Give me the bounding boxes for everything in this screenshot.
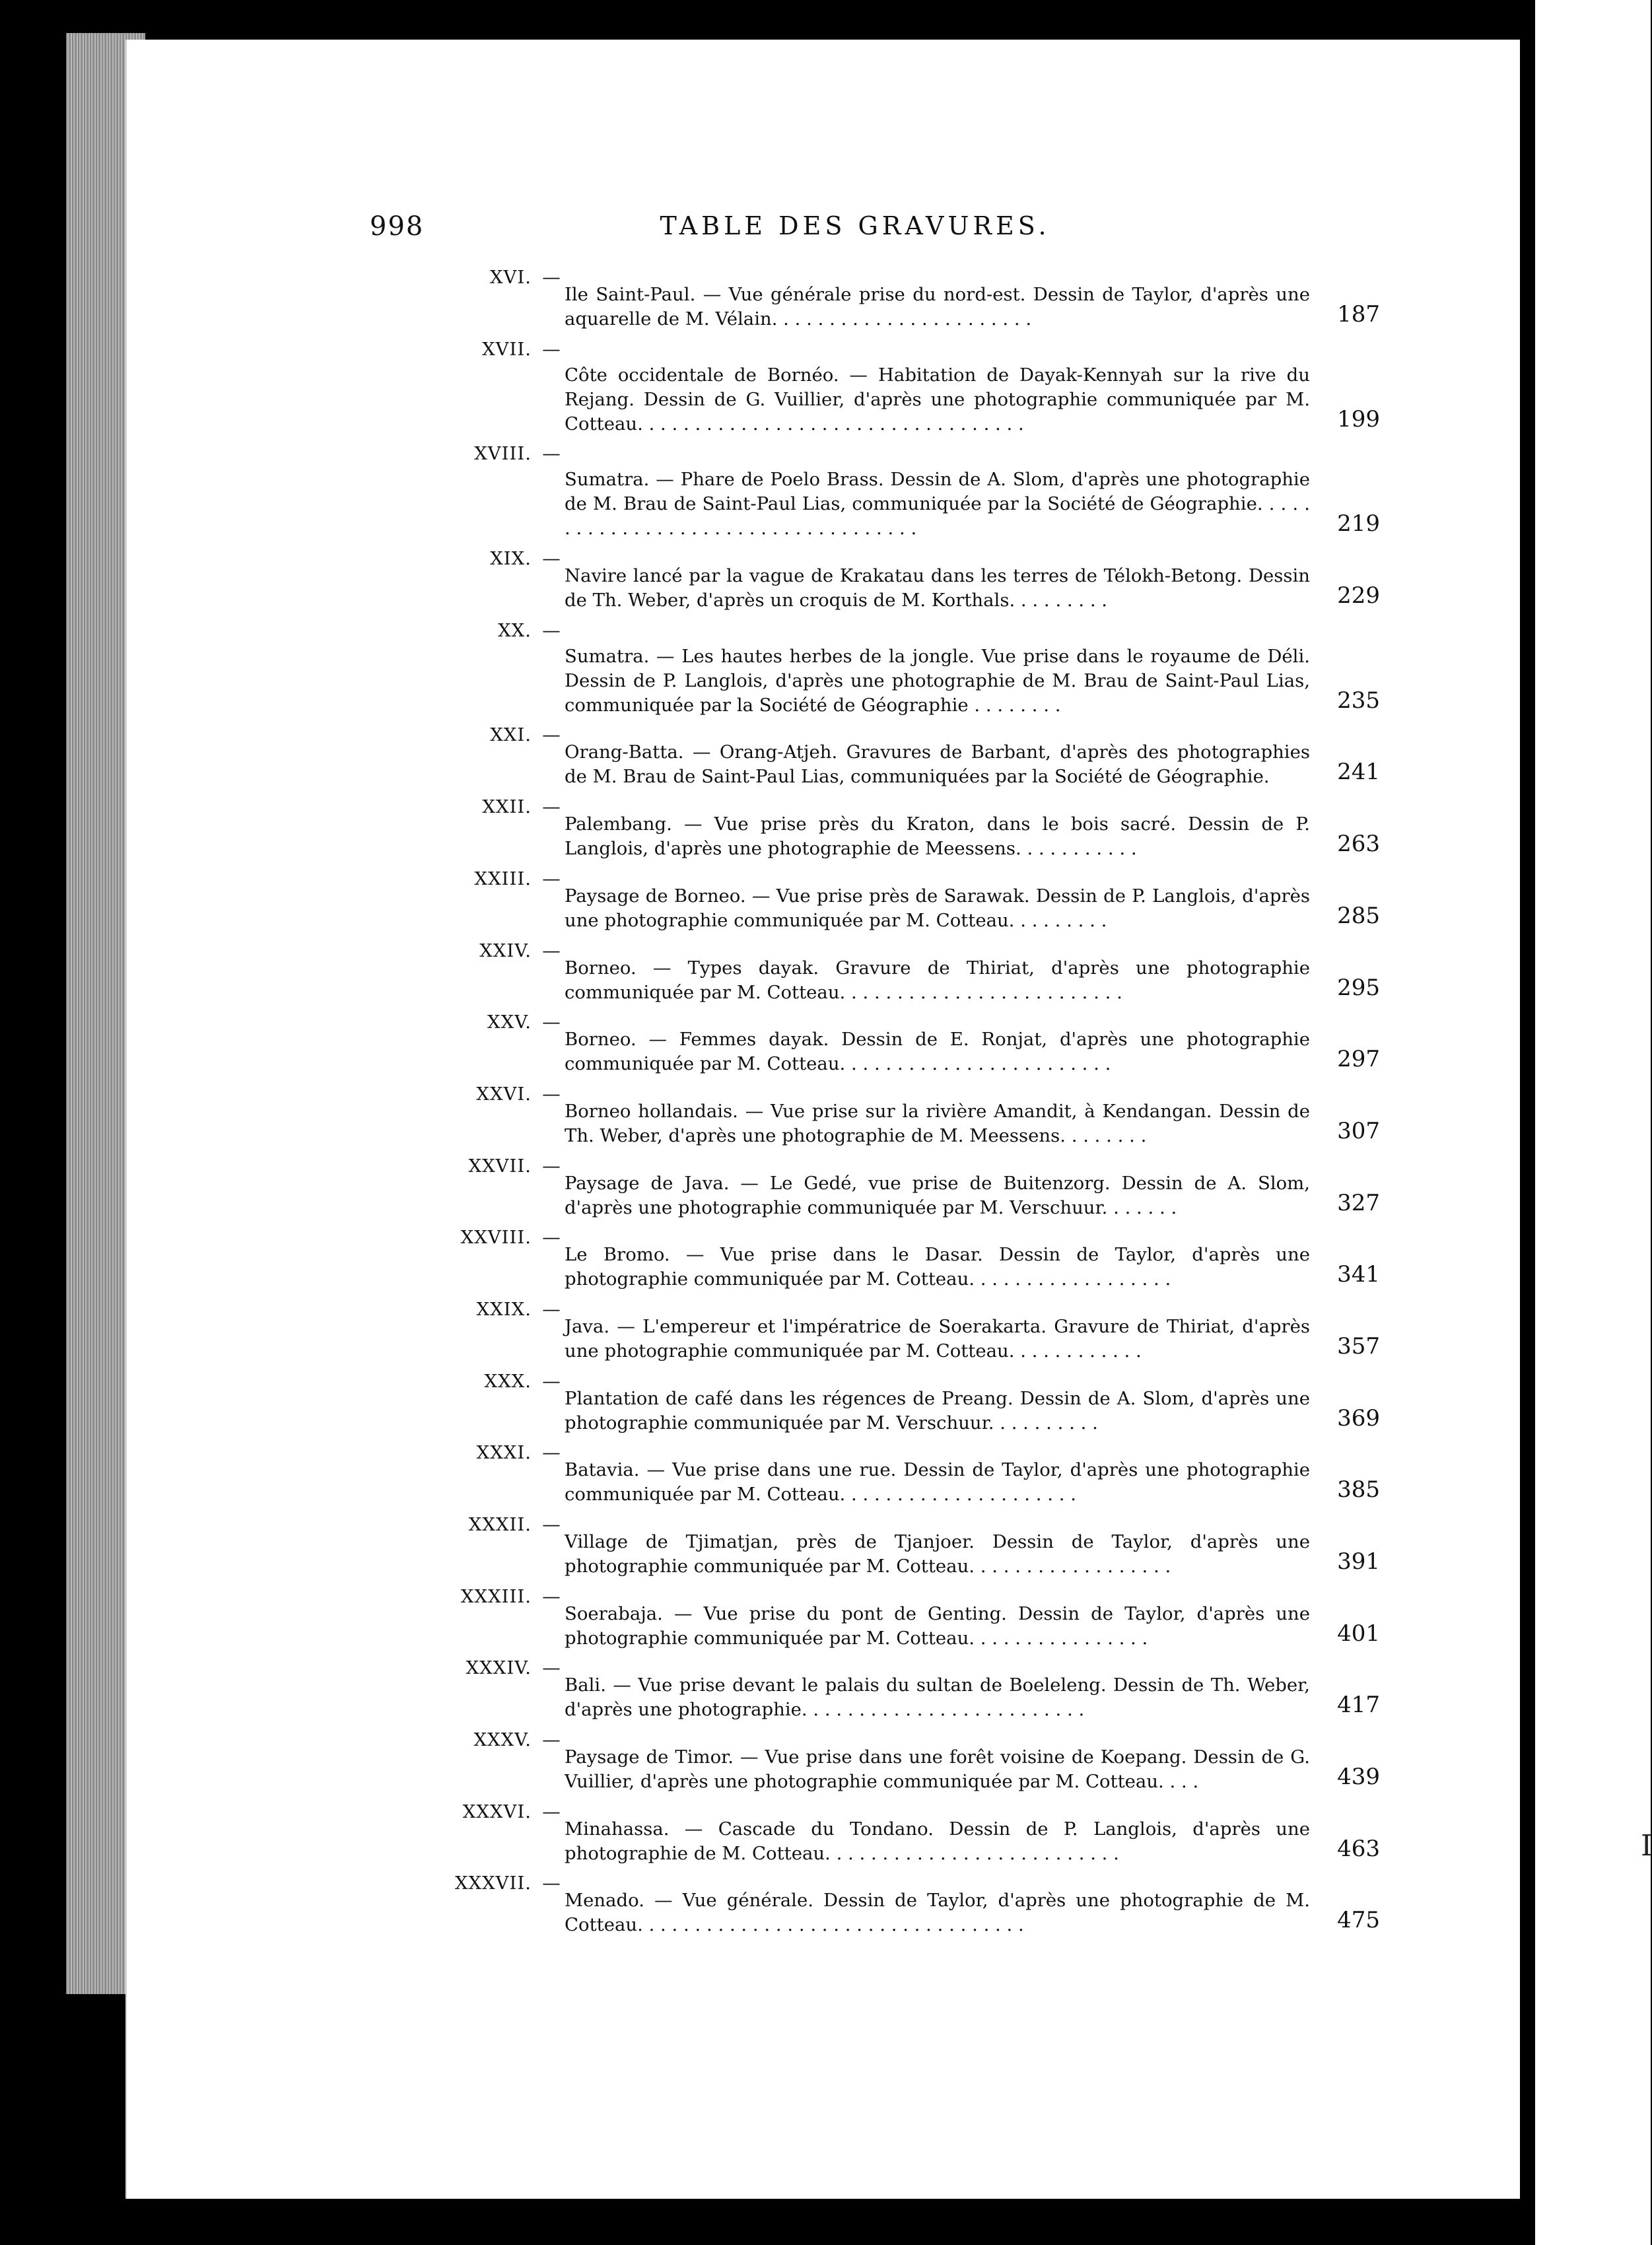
entry-dash: — [542, 1657, 561, 1679]
entry-number: XXVI. [476, 1083, 532, 1105]
entry-number: XXXV. [473, 1729, 532, 1751]
entry-text: Côte occidentale de Bornéo. — Habitation de Dayak-Kennyah sur la rive du Rejang. Dessin de G. Vuillier, d'après une photographie communiquée par M. Cotteau. . . . . . . . . . . . . . . . . . . . . . . . . . . . . . . . . . [565, 364, 1310, 434]
entry-dash: — [542, 1155, 561, 1177]
entry-text: Ile Saint-Paul. — Vue générale prise du nord-est. Dessin de Taylor, d'après une aquarelle de M. Vélain. . . . . . . . . . . . . . . . . . . . . . . [565, 284, 1310, 329]
entry-page-number: 341 [1337, 1261, 1380, 1288]
entry-number: XXII. [482, 796, 532, 818]
entry-page-number: 219 [1337, 510, 1380, 537]
entry-number: XX. [498, 619, 532, 641]
entry-page-number: 295 [1337, 974, 1380, 1001]
entry-dash: — [542, 796, 561, 818]
entry-number: XIX. [490, 548, 532, 570]
entry-text: Plantation de café dans les régences de Preang. Dessin de A. Slom, d'après une photographie communiquée par M. Verschuur. . . . . . . . . . [565, 1387, 1310, 1433]
entry-number: XXIV. [479, 940, 532, 961]
entry-number: XXX. [484, 1370, 532, 1392]
entry-number: XXXII. [468, 1514, 532, 1535]
entry-page-number: 307 [1337, 1117, 1380, 1144]
entry-page-number: 285 [1337, 902, 1380, 929]
entry-number: XXXIII. [460, 1585, 532, 1607]
list-item [423, 1297, 1380, 1364]
entry-text: Borneo hollandais. — Vue prise sur la rivière Amandit, à Kendangan. Dessin de Th. Weber, d'après une photographie de M. Meessens. . . . . . . . [565, 1100, 1310, 1146]
entry-page-number: 369 [1337, 1404, 1380, 1432]
entry-text: Palembang. — Vue prise près du Kraton, dans le bois sacré. Dessin de P. Langlois, d'après une photographie de Meessens. . . . . . . . . . . [565, 813, 1310, 860]
entry-text: Paysage de Borneo. — Vue prise près de Sarawak. Dessin de P. Langlois, d'après une photographie communiquée par M. Cotteau. . . . . . . . . [565, 885, 1310, 931]
entry-page-number: 327 [1337, 1189, 1380, 1216]
page-title: TABLE DES GRAVURES. [660, 211, 1050, 240]
entry-dash: — [542, 267, 561, 288]
entry-page-number: 187 [1337, 301, 1380, 328]
entry-page-number: 297 [1337, 1046, 1380, 1073]
entry-number: XXXIV. [465, 1657, 532, 1679]
entry-page-number: 401 [1337, 1620, 1380, 1647]
engravings-list [423, 265, 1380, 1943]
entry-page-number: 439 [1337, 1764, 1380, 1791]
entry-dash: — [542, 1873, 561, 1894]
entry-dash: — [542, 868, 561, 889]
list-item [423, 1800, 1380, 1866]
entry-text: Sumatra. — Les hautes herbes de la jongle. Vue prise dans le royaume de Déli. Dessin de P. Langlois, d'après une photographie de M. Brau de Saint-Paul Lias, communiquée par la Société de Géographie . . . . . . . . [565, 645, 1310, 716]
entry-dash: — [542, 1442, 561, 1464]
entry-number: XXVIII. [460, 1227, 532, 1249]
list-item [423, 619, 1380, 718]
entry-page-number: 229 [1337, 582, 1380, 609]
entry-dash: — [542, 619, 561, 641]
entry-number: XVIII. [474, 443, 532, 465]
entry-number: XXIII. [474, 868, 532, 889]
facing-page-fragment: I [1641, 1829, 1652, 1863]
entry-dash: — [542, 1729, 561, 1751]
entry-page-number: 263 [1337, 831, 1380, 858]
entry-dash: — [542, 443, 561, 465]
entry-number: XXV. [487, 1012, 532, 1033]
entry-text: Minahassa. — Cascade du Tondano. Dessin de P. Langlois, d'après une photographie de M. Cotteau. . . . . . . . . . . . . . . . . . . . . . . . . . [565, 1818, 1310, 1864]
entry-number: XVII. [482, 338, 532, 360]
entry-dash: — [542, 1227, 561, 1249]
list-item [423, 939, 1380, 1005]
page-header [370, 211, 1340, 251]
list-item [423, 1154, 1380, 1220]
entry-text: Village de Tjimatjan, près de Tjanjoer. Dessin de Taylor, d'après une photographie communiquée par M. Cotteau. . . . . . . . . . . . . . . . . . [565, 1531, 1310, 1577]
entry-dash: — [542, 1083, 561, 1105]
facing-page [1535, 0, 1651, 2245]
entry-dash: — [542, 1012, 561, 1033]
list-item [423, 1513, 1380, 1579]
entry-number: XVI. [489, 267, 532, 288]
entry-text: Menado. — Vue générale. Dessin de Taylor, d'après une photographie de M. Cotteau. . . . . . . . . . . . . . . . . . . . . . . . . . . . . . . . . . [565, 1890, 1310, 1936]
list-item [423, 1226, 1380, 1292]
entry-text: Java. — L'empereur et l'impératrice de Soerakarta. Gravure de Thiriat, d'après une photographie communiquée par M. Cotteau. . . . . . . . . . . . [565, 1315, 1310, 1362]
entry-page-number: 391 [1337, 1548, 1380, 1575]
entry-dash: — [542, 548, 561, 570]
entry-dash: — [542, 1801, 561, 1822]
entry-number: XXXI. [476, 1442, 532, 1464]
entry-number: XXI. [490, 724, 532, 746]
list-item [423, 337, 1380, 436]
list-item [423, 1728, 1380, 1794]
entry-text: Borneo. — Femmes dayak. Dessin de E. Ronjat, d'après une photographie communiquée par M. Cotteau. . . . . . . . . . . . . . . . . . . . . . . . [565, 1029, 1310, 1075]
entry-page-number: 475 [1337, 1907, 1380, 1934]
entry-page-number: 385 [1337, 1476, 1380, 1503]
list-item [423, 1656, 1380, 1722]
entry-number: XXXVI. [462, 1801, 532, 1822]
entry-number: XXVII. [468, 1155, 532, 1177]
entry-text: Paysage de Java. — Le Gedé, vue prise de Buitenzorg. Dessin de A. Slom, d'après une photographie communiquée par M. Verschuur. . . . . . . [565, 1172, 1310, 1218]
entry-dash: — [542, 724, 561, 746]
entry-dash: — [542, 338, 561, 360]
entry-text: Le Bromo. — Vue prise dans le Dasar. Dessin de Taylor, d'après une photographie communiquée par M. Cotteau. . . . . . . . . . . . . . . . . . [565, 1244, 1310, 1290]
entry-text: Paysage de Timor. — Vue prise dans une forêt voisine de Koepang. Dessin de G. Vuillier, d'après une photographie communiquée par M. Cotteau. . . . [565, 1746, 1310, 1793]
entry-number: XXIX. [476, 1298, 532, 1320]
entry-text: Soerabaja. — Vue prise du pont de Genting. Dessin de Taylor, d'après une photographie communiquée par M. Cotteau. . . . . . . . . . . . . . . . [565, 1603, 1310, 1649]
entry-text: Sumatra. — Phare de Poelo Brass. Dessin de A. Slom, d'après une photographie de M. Brau de Saint-Paul Lias, communiquée par la Société de Géographie. . . . . . . . . . . . . . . . . . . . . . . . . . . . . . . . . . . . [565, 469, 1310, 539]
list-item [423, 1082, 1380, 1148]
entry-page-number: 357 [1337, 1332, 1380, 1360]
list-item [423, 795, 1380, 861]
entry-dash: — [542, 1514, 561, 1535]
entry-dash: — [542, 1370, 561, 1392]
list-item [423, 1871, 1380, 1937]
entry-dash: — [542, 940, 561, 961]
list-item [423, 1010, 1380, 1076]
entry-dash: — [542, 1585, 561, 1607]
entry-page-number: 241 [1337, 759, 1380, 786]
entry-text: Bali. — Vue prise devant le palais du sultan de Boeleleng. Dessin de Th. Weber, d'après une photographie. . . . . . . . . . . . . . . . . . . . . . . . . [565, 1675, 1310, 1721]
entry-number: XXXVII. [454, 1873, 532, 1894]
entry-text: Batavia. — Vue prise dans une rue. Dessin de Taylor, d'après une photographie communiquée par M. Cotteau. . . . . . . . . . . . . . . . . . . . . [565, 1459, 1310, 1505]
entry-dash: — [542, 1298, 561, 1320]
list-item [423, 1369, 1380, 1435]
list-item [423, 1441, 1380, 1507]
list-item [423, 723, 1380, 789]
entry-text: Orang-Batta. — Orang-Atjeh. Gravures de Barbant, d'après des photographies de M. Brau de Saint-Paul Lias, communiquées par la Société de Géographie. [565, 742, 1310, 788]
entry-text: Navire lancé par la vague de Krakatau dans les terres de Télokh-Betong. Dessin de Th. Weber, d'après un croquis de M. Korthals. . . . . . . . . [565, 565, 1310, 611]
list-item [423, 442, 1380, 541]
page-number: 998 [370, 211, 425, 242]
entry-page-number: 417 [1337, 1692, 1380, 1719]
entry-page-number: 235 [1337, 687, 1380, 714]
list-item [423, 547, 1380, 613]
list-item [423, 1585, 1380, 1651]
entry-text: Borneo. — Types dayak. Gravure de Thiriat, d'après une photographie communiquée par M. Cotteau. . . . . . . . . . . . . . . . . . . . . . . . . [565, 957, 1310, 1003]
list-item [423, 867, 1380, 933]
list-item [423, 265, 1380, 331]
entry-page-number: 463 [1337, 1835, 1380, 1862]
entry-page-number: 199 [1337, 405, 1380, 432]
